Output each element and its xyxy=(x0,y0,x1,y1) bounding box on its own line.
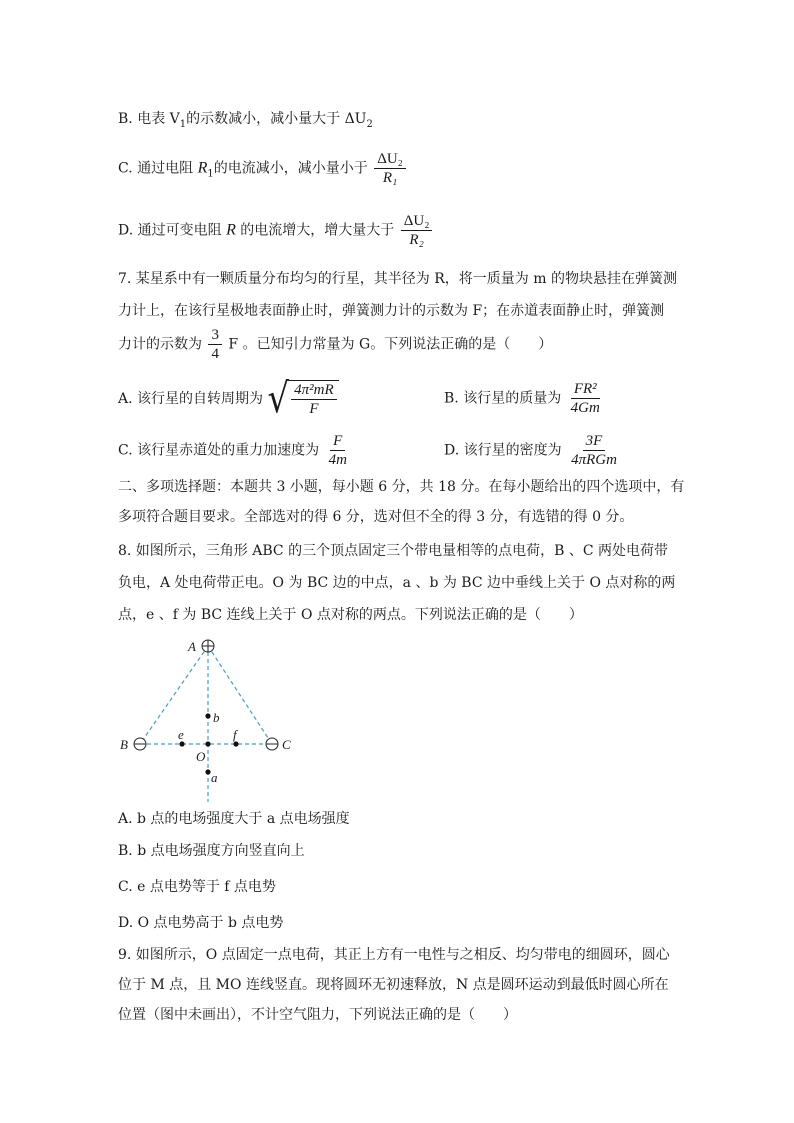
label-e-point: e xyxy=(178,727,184,742)
fraction: $\frac{\text{ΔU₂}}{\text{R₁}}$ xyxy=(374,150,406,187)
q6-option-c: C. 通过电阻 $R_1$的电流减小，减小量小于 $\frac{\text{ΔU₂}}{\text{R₁}}$ xyxy=(118,150,408,187)
fraction: $\frac{\text{FR²}}{4Gm}$ xyxy=(570,381,600,416)
label-o-point: O xyxy=(196,749,206,764)
side-ab xyxy=(140,646,208,744)
charge-c-negative xyxy=(266,738,278,750)
q8-option-b: B. b 点电场强度方向竖直向上 xyxy=(118,843,305,859)
fraction: $\frac{3F}{\text{4πRGm}}$ xyxy=(571,433,617,468)
q8-option-a: A. b 点的电场强度大于 a 点电场强度 xyxy=(118,811,350,827)
q8-option-c: C. e 点电势等于 f 点电势 xyxy=(118,879,276,895)
fraction: $\frac{3}{4}$ xyxy=(208,326,222,363)
q7-line-1: 7. 某星系中有一颗质量分布均匀的行星，其半径为 R，将一质量为 m 的物块悬挂在弹簧测 xyxy=(118,271,677,287)
q8-line-1: 8. 如图所示，三角形 ABC 的三个顶点固定三个带电量相等的点电荷，B 、C 两处电荷带 xyxy=(118,543,668,559)
label-c-vertex: C xyxy=(282,737,291,752)
point-e xyxy=(179,741,184,746)
label-b-point: b xyxy=(213,710,220,725)
side-ac xyxy=(208,646,272,744)
charge-triangle-figure xyxy=(110,632,310,807)
fraction: $\frac{\text{ΔU₂}}{\text{R₂}}$ xyxy=(401,212,433,249)
section2-line-2: 多项符合题目要求。全部选对的得 6 分，选对但不全的得 3 分，有选错的得 0 分。 xyxy=(118,509,634,525)
charge-b-negative xyxy=(134,738,146,750)
q9-line-2: 位于 M 点，且 MO 连线竖直。现将圆环无初速释放，N 点是圆环运动到最低时圆心所在 xyxy=(118,977,669,993)
q8-line-3: 点，e 、f 为 BC 连线上关于 O 点对称的两点。下列说法正确的是（ ） xyxy=(118,607,583,623)
q7-option-a: A. 该行星的自转周期为 √ $\frac{\text{4π²mR}}{F}$ xyxy=(118,380,339,418)
label-b-vertex: B xyxy=(120,737,128,752)
label-f-point: f xyxy=(233,727,237,742)
charge-a-positive xyxy=(202,640,214,652)
section2-line-1: 二、多项选择题：本题共 3 小题，每小题 6 分，共 18 分。在每小题给出的四个选项中，有 xyxy=(118,479,685,495)
q7-line-3: 力计的示数为 $\frac{3}{4}$ F 。已知引力常量为 G。下列说法正确的是（ ） xyxy=(118,327,553,362)
fraction: $\frac{F}{4m}$ xyxy=(328,433,347,468)
point-b xyxy=(205,713,210,718)
q7-line-2: 力计上，在该行星极地表面静止时，弹簧测力计的示数为 F；在赤道表面静止时，弹簧测 xyxy=(118,303,665,319)
label-a-vertex: A xyxy=(188,639,196,654)
q7-option-b: B. 该行星的质量为 $\frac{\text{FR²}}{4Gm}$ xyxy=(444,380,605,417)
label-a-point: a xyxy=(211,770,218,785)
point-o xyxy=(205,741,210,746)
sqrt: √ $\frac{\text{4π²mR}}{F}$ xyxy=(267,380,338,418)
q7-option-c: C. 该行星赤道处的重力加速度为 $\frac{F}{4m}$ xyxy=(118,432,352,469)
q6-option-d: D. 通过可变电阻 R 的电流增大，增大量大于 $\frac{\text{ΔU₂}}{\text{R₂}}$ xyxy=(118,212,434,249)
q9-line-1: 9. 如图所示，O 点固定一点电荷，其正上方有一电性与之相反、均匀带电的细圆环，圆心 xyxy=(118,947,670,963)
q7-option-d: D. 该行星的密度为 $\frac{3F}{\text{4πRGm}}$ xyxy=(444,432,622,469)
q9-line-3: 位置（图中未画出），不计空气阻力，下列说法正确的是（ ） xyxy=(118,1007,517,1023)
q8-line-2: 负电，A 处电荷带正电。O 为 BC 边的中点，a 、b 为 BC 边中垂线上关于 O 点对称的两 xyxy=(118,575,676,591)
q8-option-d: D. O 点电势高于 b 点电势 xyxy=(118,915,284,931)
point-a xyxy=(205,769,210,774)
point-f xyxy=(233,741,238,746)
q6-option-b: B. 电表 $V_1$的示数减小，减小量大于 $\Delta U_2$ xyxy=(118,111,373,130)
